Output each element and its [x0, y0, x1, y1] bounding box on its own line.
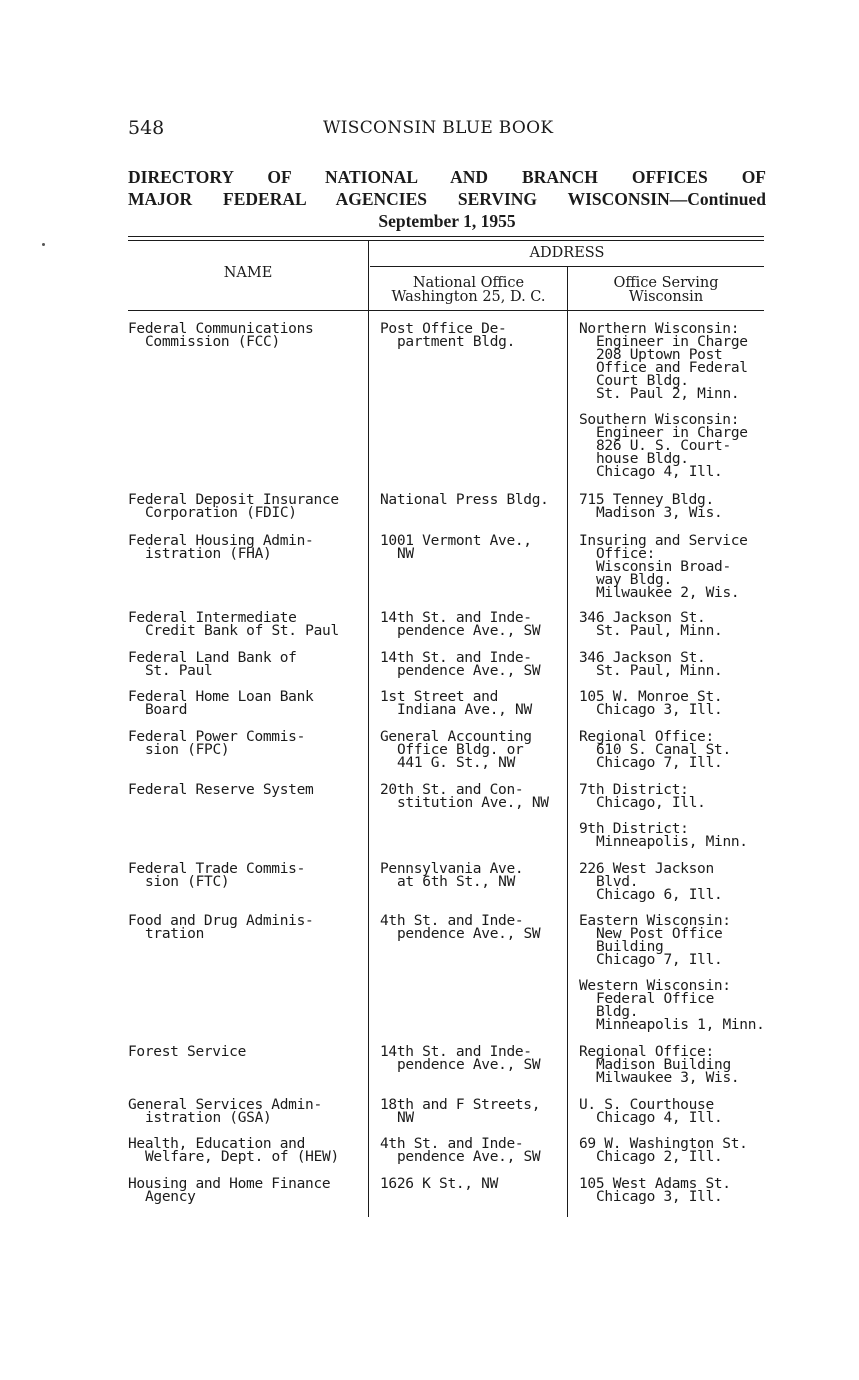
office-serving — [579, 1046, 765, 1085]
office-serving-line: Chicago 4, Ill. — [596, 1110, 723, 1126]
national-office-line: 14th St. and Inde- — [380, 1044, 532, 1060]
agency-name — [128, 652, 366, 678]
national-office — [380, 784, 566, 810]
agency-name-line: St. Paul — [145, 663, 213, 679]
office-serving-line: 715 Tenney Bldg. — [579, 492, 714, 508]
table-top-rule-2 — [128, 240, 764, 241]
office-serving — [579, 1099, 765, 1125]
national-office-line: NW — [397, 1110, 414, 1126]
office-serving-line: 346 Jackson St. — [579, 650, 706, 666]
agency-name-line: Federal Trade Commis- — [128, 861, 306, 877]
agency-name-line: sion (FPC) — [145, 742, 230, 758]
office-serving-line: Northern Wisconsin: — [579, 321, 740, 337]
agency-name-line: tration — [145, 926, 205, 942]
national-office — [380, 1138, 566, 1164]
office-serving-line: Building — [596, 939, 664, 955]
agency-name-line: Agency — [145, 1189, 196, 1205]
national-office — [380, 915, 566, 941]
national-office-line: stitution Ave., NW — [397, 795, 549, 811]
agency-name-line: Board — [145, 702, 188, 718]
office-serving — [579, 494, 765, 520]
office-serving — [579, 1138, 765, 1164]
national-office-line: 4th St. and Inde- — [380, 1136, 524, 1152]
national-office-line: pendence Ave., SW — [397, 926, 541, 942]
national-office-line: Post Office De- — [380, 321, 507, 337]
national-office-line: at 6th St., NW — [397, 874, 516, 890]
office-serving-line: house Bldg. — [596, 451, 689, 467]
office-serving-line: 346 Jackson St. — [579, 610, 706, 626]
office-serving-line: 105 W. Monroe St. — [579, 689, 723, 705]
office-serving-line: Madison Building — [596, 1057, 731, 1073]
office-serving-line: Federal Office — [596, 991, 715, 1007]
national-office-line: 20th St. and Con- — [380, 782, 524, 798]
office-serving — [579, 414, 765, 479]
agency-name-line: Forest Service — [128, 1044, 247, 1060]
national-office-line: 14th St. and Inde- — [380, 610, 532, 626]
office-serving — [579, 915, 765, 967]
office-serving-line: Milwaukee 3, Wis. — [596, 1070, 740, 1086]
office-serving-line: Regional Office: — [579, 1044, 714, 1060]
office-serving-line: 105 West Adams St. — [579, 1176, 731, 1192]
agency-name — [128, 1046, 366, 1059]
header-bottom-rule — [128, 310, 764, 311]
office-serving-line: Engineer in Charge — [596, 425, 748, 441]
office-serving-line: Chicago, Ill. — [596, 795, 706, 811]
office-serving-line: Insuring and Service — [579, 533, 748, 549]
office-serving-line: Chicago 3, Ill. — [596, 702, 723, 718]
office-serving — [579, 784, 765, 810]
page-number: 548 — [128, 117, 165, 139]
agency-name — [128, 612, 366, 638]
agency-name-line: sion (FTC) — [145, 874, 230, 890]
national-office-line: 1st Street and — [380, 689, 499, 705]
agency-name-line: Federal Communications — [128, 321, 314, 337]
national-office-line: National Press Bldg. — [380, 492, 549, 508]
agency-name — [128, 1099, 366, 1125]
header-office-serving — [568, 276, 764, 304]
header-national-line-1: National Office — [412, 275, 525, 291]
agency-name — [128, 691, 366, 717]
national-office — [380, 1046, 566, 1072]
national-office — [380, 494, 566, 507]
office-serving — [579, 323, 765, 401]
national-office-line: pendence Ave., SW — [397, 1149, 541, 1165]
office-serving-line: way Bldg. — [596, 572, 672, 588]
national-office-line: pendence Ave., SW — [397, 623, 541, 639]
office-serving-line: Blvd. — [596, 874, 639, 890]
agency-name — [128, 494, 366, 520]
office-serving-line: Southern Wisconsin: — [579, 412, 740, 428]
agency-name-line: Federal Home Loan Bank — [128, 689, 314, 705]
office-serving-line: Chicago 6, Ill. — [596, 887, 723, 903]
agency-name — [128, 915, 366, 941]
office-serving-line: 826 U. S. Court- — [596, 438, 731, 454]
office-serving — [579, 823, 765, 849]
office-serving-line: Regional Office: — [579, 729, 714, 745]
office-serving-line: 9th District: — [579, 821, 689, 837]
office-serving — [579, 691, 765, 717]
agency-name-line: istration (FHA) — [145, 546, 272, 562]
header-name: NAME — [223, 265, 273, 281]
office-serving-line: St. Paul, Minn. — [596, 663, 723, 679]
agency-name-line: Federal Housing Admin- — [128, 533, 314, 549]
title-line-1: DIRECTORY OF NATIONAL AND BRANCH OFFICES OF — [128, 167, 766, 187]
national-office-line: 1001 Vermont Ave., — [380, 533, 532, 549]
office-serving-line: 226 West Jackson — [579, 861, 714, 877]
office-serving — [579, 731, 765, 770]
office-serving-line: St. Paul, Minn. — [596, 623, 723, 639]
office-serving-line: Western Wisconsin: — [579, 978, 731, 994]
agency-name — [128, 731, 366, 757]
national-office — [380, 691, 566, 717]
header-address: ADDRESS — [529, 245, 605, 261]
agency-name-line: Federal Reserve System — [128, 782, 314, 798]
agency-name-line: Federal Deposit Insurance — [128, 492, 339, 508]
office-serving-line: Engineer in Charge — [596, 334, 748, 350]
office-serving — [579, 980, 765, 1032]
national-office-line: 18th and F Streets, — [380, 1097, 541, 1113]
header-serving-line-1: Office Serving — [613, 275, 719, 291]
office-serving — [579, 612, 765, 638]
agency-name-line: Health, Education and — [128, 1136, 306, 1152]
agency-name — [128, 323, 366, 349]
national-office-line: General Accounting — [380, 729, 532, 745]
office-serving-line: Office and Federal — [596, 360, 748, 376]
agency-name-line: General Services Admin- — [128, 1097, 322, 1113]
office-serving-line: New Post Office — [596, 926, 723, 942]
office-serving-line: 610 S. Canal St. — [596, 742, 731, 758]
office-serving-line: Office: — [596, 546, 656, 562]
office-serving-line: Chicago 2, Ill. — [596, 1149, 723, 1165]
agency-name-line: Credit Bank of St. Paul — [145, 623, 339, 639]
national-office-line: Office Bldg. or — [397, 742, 524, 758]
office-serving-line: 69 W. Washington St. — [579, 1136, 748, 1152]
office-serving-line: Eastern Wisconsin: — [579, 913, 731, 929]
header-national-line-2: Washington 25, D. C. — [391, 289, 546, 305]
office-serving-line: 7th District: — [579, 782, 689, 798]
office-serving-line: Chicago 3, Ill. — [596, 1189, 723, 1205]
agency-name-line: istration (GSA) — [145, 1110, 272, 1126]
office-serving — [579, 863, 765, 902]
office-serving-line: U. S. Courthouse — [579, 1097, 714, 1113]
national-office — [380, 652, 566, 678]
agency-name-line: Housing and Home Finance — [128, 1176, 331, 1192]
header-national-office — [370, 276, 567, 304]
margin-speck — [42, 243, 45, 246]
agency-name — [128, 863, 366, 889]
office-serving-line: St. Paul 2, Minn. — [596, 386, 740, 402]
office-serving-line: Chicago 7, Ill. — [596, 952, 723, 968]
national-office — [380, 612, 566, 638]
agency-name — [128, 1138, 366, 1164]
column-divider-2 — [567, 267, 568, 1217]
agency-name-line: Federal Intermediate — [128, 610, 297, 626]
office-serving — [579, 535, 765, 600]
agency-name-line: Welfare, Dept. of (HEW) — [145, 1149, 339, 1165]
national-office — [380, 731, 566, 770]
agency-name — [128, 535, 366, 561]
agency-name-line: Corporation (FDIC) — [145, 505, 297, 521]
agency-name-line: Food and Drug Adminis- — [128, 913, 314, 929]
national-office — [380, 323, 566, 349]
running-title: WISCONSIN BLUE BOOK — [323, 118, 554, 138]
title-line-2: MAJOR FEDERAL AGENCIES SERVING WISCONSIN—Continued — [128, 189, 766, 209]
office-serving-line: Chicago 7, Ill. — [596, 755, 723, 771]
national-office — [380, 1099, 566, 1125]
header-serving-line-2: Wisconsin — [628, 289, 704, 305]
office-serving-line: 208 Uptown Post — [596, 347, 723, 363]
national-office — [380, 1178, 566, 1191]
agency-name-line: Commission (FCC) — [145, 334, 280, 350]
national-office-line: partment Bldg. — [397, 334, 516, 350]
office-serving-line: Wisconsin Broad- — [596, 559, 731, 575]
national-office-line: Indiana Ave., NW — [397, 702, 532, 718]
office-serving — [579, 1178, 765, 1204]
office-serving-line: Court Bldg. — [596, 373, 689, 389]
national-office-line: Pennsylvania Ave. — [380, 861, 524, 877]
office-serving-line: Bldg. — [596, 1004, 639, 1020]
national-office-line: 441 G. St., NW — [397, 755, 516, 771]
office-serving-line: Chicago 4, Ill. — [596, 464, 723, 480]
office-serving — [579, 652, 765, 678]
office-serving-line: Minneapolis 1, Minn. — [596, 1017, 765, 1033]
national-office-line: NW — [397, 546, 414, 562]
table-top-rule — [128, 236, 764, 237]
agency-name-line: Federal Power Commis- — [128, 729, 306, 745]
office-serving-line: Madison 3, Wis. — [596, 505, 723, 521]
office-serving-line: Milwaukee 2, Wis. — [596, 585, 740, 601]
agency-name — [128, 784, 366, 797]
national-office-line: 1626 K St., NW — [380, 1176, 499, 1192]
national-office-line: 4th St. and Inde- — [380, 913, 524, 929]
directory-title — [128, 166, 766, 232]
title-date: September 1, 1955 — [378, 211, 516, 231]
office-serving-line: Minneapolis, Minn. — [596, 834, 748, 850]
national-office-line: pendence Ave., SW — [397, 663, 541, 679]
agency-name-line: Federal Land Bank of — [128, 650, 297, 666]
column-divider-1 — [368, 240, 369, 1217]
agency-name — [128, 1178, 366, 1204]
national-office-line: 14th St. and Inde- — [380, 650, 532, 666]
national-office-line: pendence Ave., SW — [397, 1057, 541, 1073]
national-office — [380, 863, 566, 889]
national-office — [380, 535, 566, 561]
